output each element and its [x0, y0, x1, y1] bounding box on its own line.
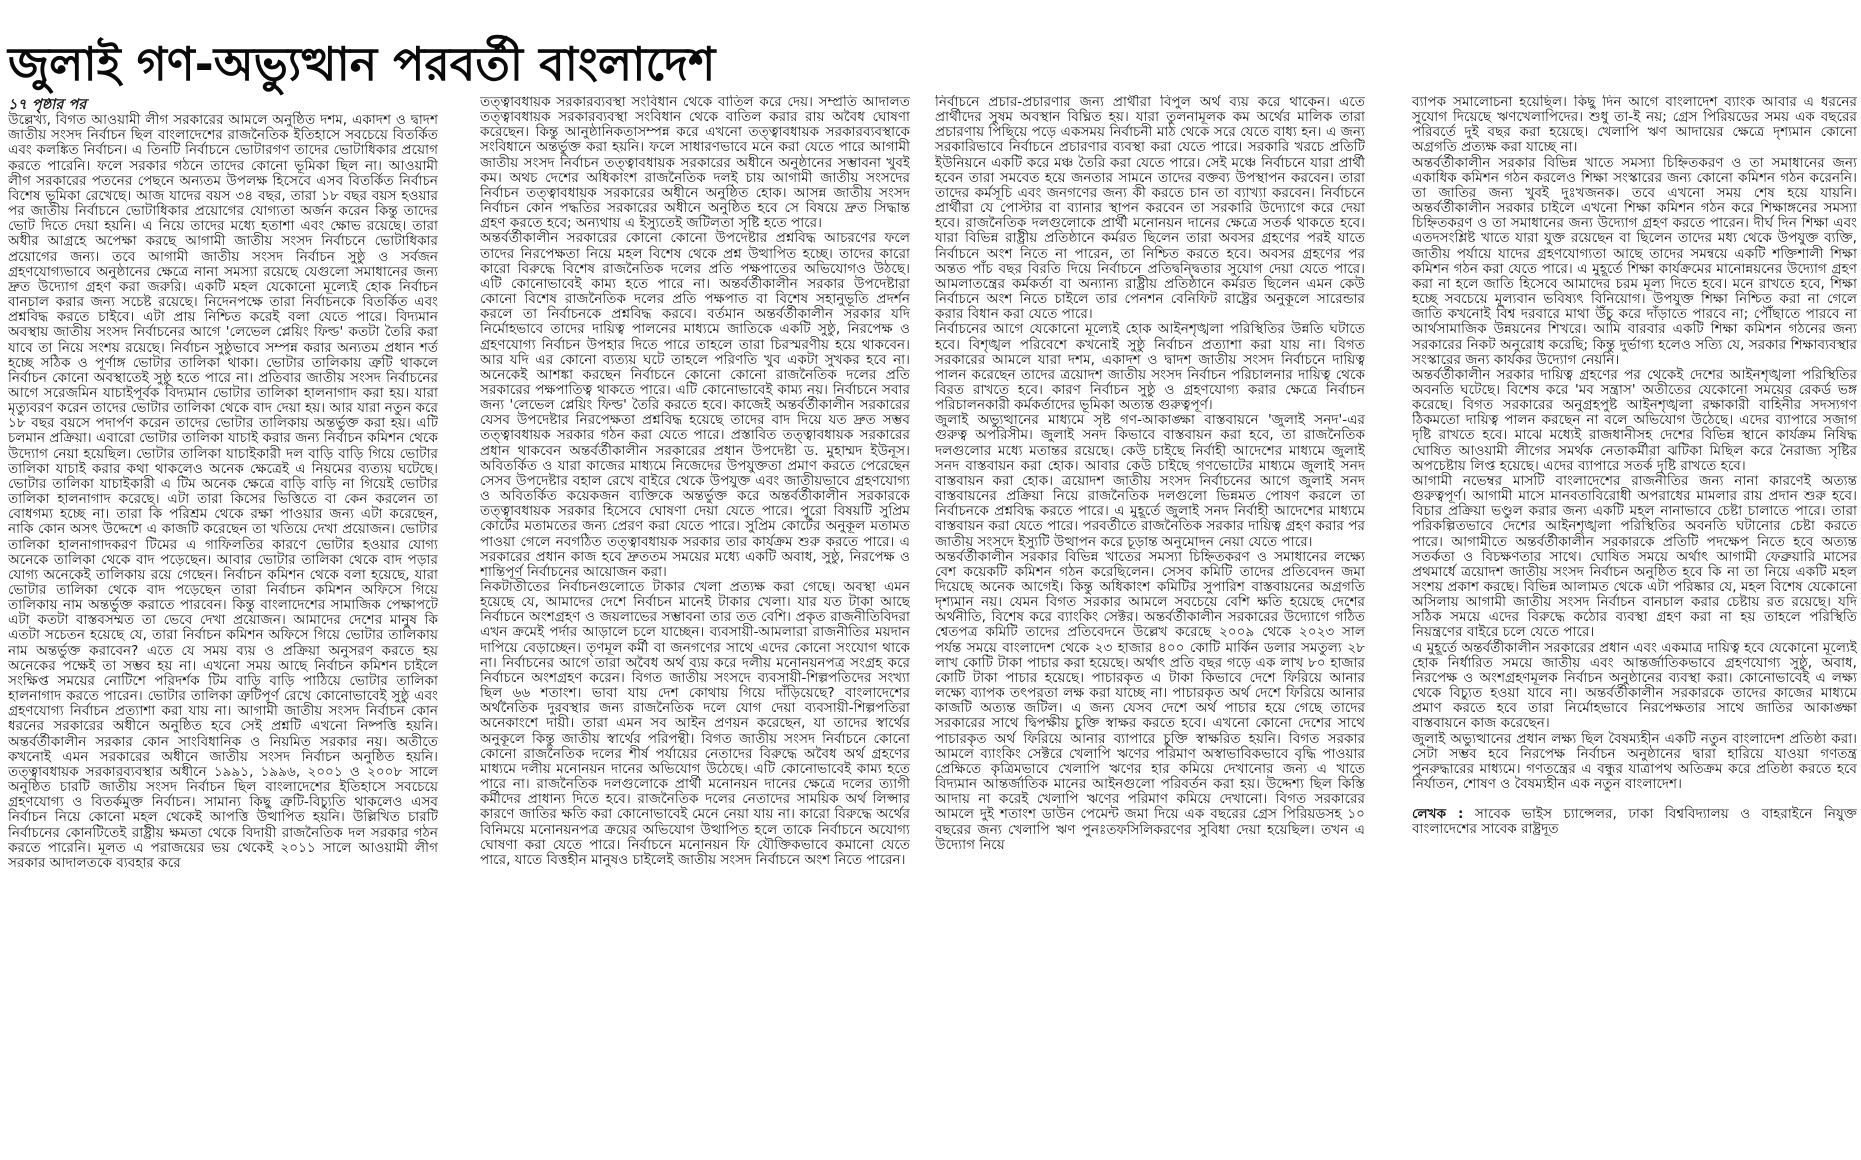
- body-paragraph: আগামী নভেম্বর মাসটি বাংলাদেশের রাজনীতির জন্য নানা কারণেই অত্যন্ত গুরুত্বপূর্ণ। আগামী মাসে মানবতাবিরোধী অপরাধের মামলার রায় প্রদান শুরু হবে। বিচার প্রক্রিয়া ভণ্ডুল করার জন্য একটি মহল নানাভাবে চেষ্টা চালাতে পারে। তারা পরিকল্পিতভাবে দেশের আইনশৃঙ্খলা পরিস্থিতির অবনতি ঘটানোর চেষ্টা করতে পারে। আগামীতে অন্তর্বর্তীকালীন সরকারকে প্রতিটি পদক্ষেপ নিতে হবে অত্যন্ত সতর্কতা ও বিচক্ষণতার সাথে। ঘোষিত সময়ে অর্থাৎ আগামী ফেব্রুয়ারি মাসের প্রথমার্ধে ত্রয়োদশ জাতীয় সংসদ নির্বাচন অনুষ্ঠিত হবে কি না তা নিয়ে একটি মহল সংশয় প্রকাশ করছে। বিভিন্ন আলামত থেকে এটা পরিষ্কার যে, মহল বিশেষ যেকোনো অসিলায় আগামী জাতীয় সংসদ নির্বাচন বানচাল করার চেষ্টায় রত রয়েছে। যদি সঠিক সময়ে এদের বিরুদ্ধে কঠোর ব্যবস্থা গ্রহণ করা না হয় তাহলে পরিস্থিতি নিয়ন্ত্রণের বাইরে চলে যেতে পারে।: [1412, 472, 1857, 641]
- body-paragraph: নিকটাতীতের নির্বাচনগুলোতে টাকার খেলা প্রত্যক্ষ করা গেছে। অবস্থা এমন হয়েছে যে, আমাদের দেশে নির্বাচন মানেই টাকার খেলা। যার যত টাকা আছে নির্বাচনে অংশগ্রহণ ও জয়লাভের সম্ভাবনা তার তত বেশি। প্রকৃত রাজনীতিবিদরা এখন ক্রমেই পর্দার আড়ালে চলে যাচ্ছেন। ব্যবসায়ী-আমলারা রাজনীতির ময়দান দাপিয়ে বেড়াচ্ছেন। তৃণমূল কর্মী বা জনগণের সাথে এদের কোনো সংযোগ থাকে না। নির্বাচনের আগে তারা অবৈধ অর্থ ব্যয় করে দলীয় মনোনয়নপত্র সংগ্রহ করে নির্বাচনে অংশগ্রহণ করেন। বিগত জাতীয় সংসদে ব্যবসায়ী-শিল্পপতিদের সংখ্যা ছিল ৬৬ শতাংশ। ভাবা যায় দেশ কোথায় গিয়ে দাঁড়িয়েছে? বাংলাদেশের অর্থনৈতিক দুরবস্থার জন্য রাজনৈতিক দলে যোগ দেয়া ব্যবসায়ী-শিল্পপতিরা অনেকাংশে দায়ী। তারা এমন সব আইন প্রণয়ন করেছেন, যা তাদের স্বার্থের অনুকূলে কিন্তু জাতীয় স্বার্থের পরিপন্থী। বিগত জাতীয় সংসদ নির্বাচনে কোনো কোনো রাজনৈতিক দলের শীর্ষ পর্যায়ের নেতাদের বিরুদ্ধে অবৈধ অর্থ গ্রহণের মাধ্যমে দলীয় মনোনয়ন দানের অভিযোগ উঠেছে। এটি কোনোভাবেই কাম্য হতে পারে না। রাজনৈতিক দলগুলোকে প্রার্থী মনোনয়ন দানের ক্ষেত্রে দলের ত্যাগী কর্মীদের প্রাধান্য দিতে হবে। রাজনৈতিক দলের নেতাদের সাময়িক অর্থ লিপ্সার কারণে জাতির ক্ষতি করা কোনোভাবেই মেনে নেয়া যায় না। কারো বিরুদ্ধে অর্থের বিনিময়ে মনোনয়নপত্র ক্রয়ের অভিযোগ উত্থাপিত হলে তাকে নির্বাচনে অযোগ্য ঘোষণা করা যেতে পারে। নির্বাচনে মনোনয়ন ফি যৌক্তিকভাবে কমানো যেতে পারে, যাতে বিত্তহীন মানুষও চাইলেই জাতীয় সংসদ নির্বাচনে অংশ নিতে পারেন।: [480, 579, 910, 868]
- article-column-3: [935, 95, 1365, 1155]
- author-label: লেখক :: [1412, 806, 1464, 823]
- column-2-body: [480, 95, 910, 868]
- article-headline: জুলাই গণ-অভ্যুত্থান পরবর্তী বাংলাদেশ: [8, 36, 716, 91]
- article-column-1: [8, 98, 438, 1155]
- body-paragraph: এ মুহূর্তে অন্তর্বর্তীকালীন সরকারের প্রধান এবং একমাত্র দায়িত্ব হবে যেকোনো মূল্যেই হোক নির্ধারিত সময়ে জাতীয় এবং আন্তর্জাতিকভাবে গ্রহণযোগ্য সুষ্ঠু, অবাধ, নিরপেক্ষ ও অংশগ্রহণমূলক নির্বাচন অনুষ্ঠানের ব্যবস্থা করা। কোনোভাবেই এ লক্ষ্য থেকে বিচ্যুত হওয়া যাবে না। অন্তর্বর্তীকালীন সরকারকে তাদের কাজের মাধ্যমে প্রমাণ করতে হবে তারা নির্মোহভাবে নিরপেক্ষতার সাথে জাতির আকাঙ্ক্ষা বাস্তবায়নে কাজ করেছেন।: [1412, 639, 1857, 732]
- continuation-note: ১৭ পৃষ্ঠার পর: [8, 98, 87, 113]
- body-paragraph: অন্তর্বর্তীকালীন সরকারের কোনো কোনো উপদেষ্টার প্রশ্নবিদ্ধ আচরণের ফলে তাদের নিরপেক্ষতা নিয়ে মহল বিশেষ থেকে প্রশ্ন উত্থাপিত হচ্ছে। তাদের কারো কারো বিরুদ্ধে বিশেষ রাজনৈতিক দলের প্রতি পক্ষপাতের অভিযোগও উঠছে। এটি কোনোভাবেই কাম্য হতে পারে না। অন্তর্বর্তীকালীন সরকার উপদেষ্টারা কোনো বিশেষ রাজনৈতিক দলের প্রতি পক্ষপাত বা বিশেষ সহানুভূতি প্রদর্শন করলে তা নির্বাচনকে প্রশ্নবিদ্ধ করবে। বর্তমান অন্তর্বর্তীকালীন সরকার যদি নির্মোহভাবে তাদের দায়িত্ব পালনের মাধ্যমে জাতিকে একটি সুষ্ঠু, নিরপেক্ষ ও গ্রহণযোগ্য নির্বাচন উপহার দিতে পারে তাহলে তারা চিরস্মরণীয় হয়ে থাকবেন। আর যদি এর কোনো ব্যত্যয় ঘটে তাহলে পরিণতি খুব একটা সুখকর হবে না। অনেকেই আশঙ্কা করছেন নির্বাচনে কোনো কোনো রাজনৈতিক দলের প্রতি সরকারের পক্ষপাতিত্ব থাকতে পারে। এটি কোনোভাবেই কাম্য নয়। নির্বাচনে সবার জন্য 'লেভেল প্লেয়িং ফিল্ড' তৈরি করতে হবে। কাজেই অন্তর্বর্তীকালীন সরকারের যেসব উপদেষ্টার নিরপেক্ষতা প্রশ্নবিদ্ধ হয়েছে তাদের বাদ দিয়ে যত দ্রুত সম্ভব তত্ত্বাবধায়ক সরকার গঠন করা যেতে পারে। প্রস্তাবিত তত্ত্বাবধায়ক সরকারের প্রধান থাকবেন অন্তর্বর্তীকালীন সরকারের প্রধান উপদেষ্টা ড. মুহাম্মদ ইউনূস। অবিতর্কিত ও যারা কাজের মাধ্যমে নিজেদের উপযুক্ততা প্রমাণ করতে পেরেছেন সেসব উপদেষ্টার বহাল রেখে বাইরে থেকে উপযুক্ত এবং জাতীয়ভাবে গ্রহণযোগ্য ও অবিতর্কিত কয়েকজন ব্যক্তিকে অন্তর্ভুক্ত করে অন্তর্বর্তীকালীন সরকারকে তত্ত্বাবধায়ক সরকার হিসেবে ঘোষণা দেয়া যেতে পারে। পুরো বিষয়টি সুপ্রিম কোর্টের মতামতের জন্য প্রেরণ করা যেতে পারে। সুপ্রিম কোর্টের অনুকূল মতামত পাওয়া গেলে নবগঠিত তত্ত্বাবধায়ক সরকার তার কার্যক্রম শুরু করতে পারে। এ সরকারের প্রধান কাজ হবে দ্রুততম সময়ের মধ্যে একটি অবাধ, সুষ্ঠু, নিরপেক্ষ ও শান্তিপূর্ণ নির্বাচনের আয়োজন করা।: [480, 230, 910, 580]
- body-paragraph: অন্তর্বর্তীকালীন সরকার দায়িত্ব গ্রহণের পর থেকেই দেশের আইনশৃঙ্খলা পরিস্থিতির অবনতি ঘটেছে। বিশেষ করে 'মব সন্ত্রাস' অতীতের যেকোনো সময়ের রেকর্ড ভঙ্গ করেছে। বিগত সরকারের অনুগ্রহপুষ্ট আইনশৃঙ্খলা রক্ষাকারী বাহিনীর সদস্যগণ ঠিকমতো দায়িত্ব পালন করছেন না বলে অভিযোগ উঠেছে। এদের ব্যাপারে সজাগ দৃষ্টি রাখতে হবে। মাঝে মধ্যেই রাজধানীসহ দেশের বিভিন্ন স্থানে কার্যক্রম নিষিদ্ধ ঘোষিত আওয়ামী লীগের সমর্থক নেতাকর্মীরা ঝটিকা মিছিল করে নৈরাজ্য সৃষ্টির অপচেষ্টায় লিপ্ত হয়েছে। এদের ব্যাপারে সতর্ক দৃষ্টি রাখতে হবে।: [1412, 366, 1857, 474]
- body-paragraph: উল্লেখ্য, বিগত আওয়ামী লীগ সরকারের আমলে অনুষ্ঠিত দশম, একাদশ ও দ্বাদশ জাতীয় সংসদ নির্বাচন ছিল বাংলাদেশের রাজনৈতিক ইতিহাসে সবচেয়ে বিতর্কিত এবং কলঙ্কিত নির্বাচন। এ তিনটি নির্বাচনে ভোটারগণ তাদের ভোটাধিকার প্রয়োগ করতে পারেনি। ফলে সরকার গঠনে তাদের কোনো ভূমিকা ছিল না। আওয়ামী লীগ সরকারের পতনের পেছনে অন্যতম উপলক্ষ হিসেবে এসব বিতর্কিত নির্বাচন বিশেষ ভূমিকা রেখেছে। আজ যাদের বয়স ৩৪ বছর, তারা ১৮ বছর বয়স হওয়ার পর জাতীয় নির্বাচনে ভোটাধিকার প্রয়োগের যোগ্যতা অর্জন করেন কিন্তু তাদের ভোট দিতে দেয়া হয়নি। এ নিয়ে তাদের মধ্যে হতাশা এবং ক্ষোভ রয়েছে। তারা অধীর আগ্রহে অপেক্ষা করছে আগামী জাতীয় সংসদ নির্বাচনে ভোটাধিকার প্রয়োগের জন্য। তবে আগামী জাতীয় সংসদ নির্বাচন সুষ্ঠু ও সর্বজন গ্রহণযোগ্যভাবে অনুষ্ঠানের ক্ষেত্রে নানা সমস্যা রয়েছে যেগুলো সমাধানের জন্য দ্রুত উদ্যোগ গ্রহণ করা জরুরি। একটি মহল যেকোনো মূল্যেই হোক নির্বাচন বানচাল করার জন্য সচেষ্ট রয়েছে। নিদেনপক্ষে তারা নির্বাচনকে বিতর্কিত এবং প্রশ্নবিদ্ধ করতে চাইবে। এটা প্রায় নিশ্চিত করেই বলা যেতে পারে। বিদ্যমান অবস্থায় জাতীয় সংসদ নির্বাচনের আগে 'লেভেল প্লেয়িং ফিল্ড' কতটা তৈরি করা যাবে তা নিয়ে সংশয় রয়েছে। নির্বাচন সুষ্ঠুভাবে সম্পন্ন করার অন্যতম প্রধান শর্ত হচ্ছে সঠিক ও পূর্ণাঙ্গ ভোটার তালিকা থাকা। ভোটার তালিকায় ত্রুটি থাকলে নির্বাচন কোনো অবস্থাতেই সুষ্ঠু হতে পারে না। প্রতিবার জাতীয় সংসদ নির্বাচনের আগে সরেজমিন যাচাইপূর্বক বিদ্যমান ভোটার তালিকা হালনাগাদ করা হয়। যারা মৃত্যুবরণ করেন তাদের ভোটার তালিকা থেকে বাদ দেয়া হয়। আর যারা নতুন করে ১৮ বছর বয়সে পদার্পণ করেন তাদের ভোটার তালিকায় অন্তর্ভুক্ত করা হয়। এটি চলমান প্রক্রিয়া। এবারো ভোটার তালিকা যাচাই করার জন্য নির্বাচন কমিশন থেকে উদ্যোগ নেয়া হয়েছিল। ভোটার তালিকা যাচাইকারী দল বাড়ি বাড়ি গিয়ে ভোটার তালিকা যাচাই করার কথা থাকলেও অনেক ক্ষেত্রেই এ নিয়মের ব্যত্যয় ঘটেছে। ভোটার তালিকা যাচাইকারী এ টিম অনেক ক্ষেত্রে বাড়ি বাড়ি না গিয়েই ভোটার তালিকা হালনাগাদ করেছে। এটা তারা কিসের ভিত্তিতে বা কেন করলেন তা বোধগম্য হচ্ছে না। তারা কি পরিশ্রম থেকে রক্ষা পাওয়ার জন্য এটা করেছেন, নাকি কোন অসৎ উদ্দেশে এ কাজটি করেছেন তা খতিয়ে দেখা প্রয়োজন। ভোটার তালিকা হালনাগাদকরণ টিমের এ গাফিলতির কারণে ভোটার হওয়ার যোগ্য অনেকে তালিকা থেকে বাদ পড়েছেন। আবার ভোটার তালিকা থেকে বাদ পড়ার যোগ্য অনেকেই তালিকায় রয়ে গেছেন। নির্বাচন কমিশন থেকে বলা হয়েছে, যারা ভোটার তালিকা থেকে বাদ পড়েছেন তারা নির্বাচন কমিশন অফিসে গিয়ে তালিকায় নাম অন্তর্ভুক্ত করাতে পারবেন। কিন্তু বাংলাদেশের সামাজিক পেক্ষাপটে এটা কতটা বাস্তবসম্মত তা ভেবে দেখা প্রয়োজন। আমাদের দেশের মানুষ কি এতটা সচেতন হয়েছে যে, তারা নির্বাচন কমিশন অফিসে গিয়ে ভোটার তালিকায় নাম অন্তর্ভুক্ত করাবেন? এতে যে সময় ব্যয় ও প্রক্রিয়া অনুসরণ করতে হয় অনেকের পক্ষেই তা সম্ভব হয় না। এখনো সময় আছে নির্বাচন কমিশন চাইলে সংক্ষিপ্ত সময়ের নোটিশে পরিদর্শক টিম বাড়ি বাড়ি পাঠিয়ে ভোটার তালিকা হালনাগাদ করতে পারেন। ভোটার তালিকা ত্রুটিপূর্ণ রেখে কোনোভাবেই সুষ্ঠু এবং গ্রহণযোগ্য নির্বাচন প্রত্যাশা করা যায় না। আগামী জাতীয় সংসদ নির্বাচন কোন ধরনের সরকারের অধীনে অনুষ্ঠিত হবে সেই প্রশ্নটি এখনো নিষ্পত্তি হয়নি। অন্তর্বর্তীকালীন সরকার কোন সাংবিধানিক ও নিয়মিত সরকার নয়। অতীতে কখনোই এমন সরকারের অধীনে জাতীয় সংসদ নির্বাচন অনুষ্ঠিত হয়নি। তত্ত্বাবধায়ক সরকারব্যবস্থার অধীনে ১৯৯১, ১৯৯৬, ২০০১ ও ২০০৮ সালে অনুষ্ঠিত চারটি জাতীয় সংসদ নির্বাচন ছিল বাংলাদেশের ইতিহাসে সবচেয়ে গ্রহণযোগ্য ও বিতর্কমুক্ত নির্বাচন। সামান্য কিছু ত্রুটি-বিচ্যুতি থাকলেও এসব নির্বাচন নিয়ে কোনো মহল থেকেই আপত্তি উত্থাপিত হয়নি। উল্লিখিত চারটি নির্বাচনের কোনটিতেই রাষ্ট্রীয় ক্ষমতা থেকে বিদায়ী রাজনৈতিক দল সরকার গঠন করতে পারেনি। মূলত এ পরাজয়ের ভয় থেকেই ২০১১ সালে আওয়ামী লীগ সরকার আদালতকে ব্যবহার করে: [8, 112, 438, 871]
- column-4-body: [1412, 95, 1857, 792]
- author-text: সাবেক ভাইস চ্যান্সেলর, ঢাকা বিশ্ববিদ্যালয় ও বাহরাইনে নিযুক্ত বাংলাদেশের সাবেক রাষ্ট্রদূত: [1412, 806, 1857, 838]
- article-column-2: [480, 95, 910, 1155]
- article-column-4: [1412, 95, 1857, 1155]
- body-paragraph: জুলাই অভ্যুত্থানের প্রধান লক্ষ্য ছিল বৈষম্যহীন একটি নতুন বাংলাদেশ প্রতিষ্ঠা করা। সেটা সম্ভব হবে নিরপেক্ষ নির্বাচন অনুষ্ঠানের দ্বারা হারিয়ে যাওয়া গণতন্ত্র পুনরুদ্ধারের মাধ্যমে। গণতন্ত্রের এ বন্ধুর যাত্রাপথ অতিক্রম করে প্রতিষ্ঠা করতে হবে নির্যাতন, শোষণ ও বৈষম্যহীন এক নতুন বাংলাদেশ।: [1412, 730, 1857, 793]
- body-paragraph: অন্তর্বর্তীকালীন সরকার বিভিন্ন খাতে সমস্যা চিহ্নিতকরণ ও তা সমাধানের জন্য একাধিক কমিশন গঠন করলেও শিক্ষা সংস্কারের জন্য কোনো কমিশন গঠন করেননি। তা জাতির জন্য খুবই দুঃখজনক। তবে এখনো সময় শেষ হয়ে যায়নি। অন্তর্বর্তীকালীন সরকার চাইলে এখনো শিক্ষা কমিশন গঠন করে শিক্ষাঙ্গনের সমস্যা চিহ্নিতকরণ ও তা সমাধানের জন্য উদ্যোগ গ্রহণ করতে পারেন। দীর্ঘ দিন শিক্ষা এবং এতদসংশ্লিষ্ট খাতে যারা যুক্ত রয়েছেন বা ছিলেন তাদের মধ্য থেকে উপযুক্ত ব্যক্তি, জাতীয় পর্যায়ে যাদের গ্রহণযোগ্যতা আছে তাদের সমন্বয়ে একটি শক্তিশালী শিক্ষা কমিশন গঠন করা যেতে পারে। এ মুহূর্তে শিক্ষা কার্যক্রমের মানোন্নয়নের উদ্যোগ গ্রহণ করা না হলে জাতি হিসেবে আমাদের চরম মূল্য দিতে হবে। মনে রাখতে হবে, শিক্ষা হচ্ছে সবচেয়ে মূল্যবান ভবিষ্যৎ বিনিয়োগ। উপযুক্ত শিক্ষা নিশ্চিত করা না গেলে জাতি কখনোই বিশ্ব দরবারে মাথা উঁচু করে দাঁড়াতে পারবে না; পৌঁছাতে পারবে না আর্থসামাজিক উন্নয়নের শিখরে। আমি বারবার একটি শিক্ষা কমিশন গঠনের জন্য সরকারের নিকট অনুরোধ করেছি; কিন্তু দুর্ভাগ্য হলেও সত্যি যে, সরকার শিক্ষাব্যবস্থার সংস্কারের জন্য কার্যকর উদ্যোগ নেয়নি।: [1412, 154, 1857, 368]
- column-1-body: [8, 113, 438, 871]
- body-paragraph: জুলাই অভ্যুত্থানের মাধ্যমে সৃষ্ট গণ-আকাঙ্ক্ষা বাস্তবায়নে 'জুলাই সনদ'-এর গুরুত্ব অপরিসীম। জুলাই সনদ কিভাবে বাস্তবায়ন করা হবে, তা রাজনৈতিক দলগুলোর মধ্যে মতান্তর রয়েছে। কেউ চাইছে নির্বাহী আদেশের মাধ্যমে জুলাই সনদ বাস্তবায়ন করা হোক। আবার কেউ চাইছে গণভোটের মাধ্যমে জুলাই সনদ বাস্তবায়ন করা হোক। ত্রয়োদশ জাতীয় সংসদ নির্বাচনের আগে জুলাই সনদ বাস্তবায়নের প্রক্রিয়া নিয়ে রাজনৈতিক দলগুলো ভিন্নমত পোষণ করলে তা নির্বাচনকে প্রশ্নবিদ্ধ করতে পারে। এ মুহূর্তে জুলাই সনদ নির্বাহী আদেশের মাধ্যমে বাস্তবায়ন করা যেতে পারে। পরবর্তীতে রাজনৈতিক সরকার দায়িত্ব গ্রহণ করার পর জাতীয় সংসদে ইস্যুটি উত্থাপন করে চূড়ান্ত অনুমোদন নেয়া যেতে পারে।: [935, 412, 1365, 550]
- body-paragraph: ব্যাপক সমালোচনা হয়েছিল। কিছু দিন আগে বাংলাদেশ ব্যাংক আবার এ ধরনের সুযোগ দিয়েছে ঋণখেলাপিদের। শুধু তা-ই নয়; গ্রেস পিরিয়ডের সময় এক বছরের পরিবর্তে দুই বছর করা হয়েছে। খেলাপি ঋণ আদায়ের ক্ষেত্রে দৃশ্যমান কোনো অগ্রগতি প্রত্যক্ষ করা যাচ্ছে না।: [1412, 95, 1857, 156]
- body-paragraph: নির্বাচনে প্রচার-প্রচারণার জন্য প্রার্থীরা বিপুল অর্থ ব্যয় করে থাকেন। এতে প্রার্থীদের সুষম অবস্থান বিঘ্নিত হয়। যারা তুলনামূলক কম অর্থের মালিক তারা প্রচারণায় পিছিয়ে পড়ে একসময় নির্বাচনী মাঠ থেকে সরে যেতে বাধ্য হন। এ জন্য সরকারিভাবে নির্বাচনে প্রচারণার ব্যবস্থা করা যেতে পারে। সরকারি খরচে প্রতিটি ইউনিয়নে একটি করে মঞ্চ তৈরি করা যেতে পারে। সেই মঞ্চে নির্বাচনে যারা প্রার্থী হবেন তারা সমবেত হয়ে জনতার সামনে তাদের বক্তব্য উপস্থাপন করবেন। তারা তাদের কর্মসূচি এবং জনগণের জন্য কী করতে চান তা ব্যাখ্যা করবেন। নির্বাচনে প্রার্থীরা যে পোস্টার বা ব্যানার স্থাপন করবেন তা সরকারি উদ্যোগে করে দেয়া হবে। রাজনৈতিক দলগুলোকে প্রার্থী মনোনয়ন দানের ক্ষেত্রে সতর্ক থাকতে হবে। যারা বিভিন্ন রাষ্ট্রীয় প্রতিষ্ঠানে কর্মরত ছিলেন তারা অবসর গ্রহণের পরই যাতে নির্বাচনে অংশ নিতে না পারেন, তা নিশ্চিত করতে হবে। অবসর গ্রহণের পর অন্তত পাঁচ বছর বিরতি দিয়ে নির্বাচনে প্রতিদ্বন্দ্বিতার সুযোগ দেয়া যেতে পারে। আমলাতন্ত্রের কর্মকর্তা বা অন্যান্য রাষ্ট্রীয় প্রতিষ্ঠানে কর্মরত ছিলেন এমন কেউ নির্বাচনে অংশ নিতে চাইলে তার পেনশন বেনিফিট রাষ্ট্রের অনুকূলে সারেন্ডার করার বিধান করা যেতে পারে।: [935, 95, 1365, 323]
- body-paragraph: অন্তর্বর্তীকালীন সরকার বিভিন্ন খাতের সমস্যা চিহ্নিতকরণ ও সমাধানের লক্ষ্যে বেশ কয়েকটি কমিশন গঠন করেছিলেন। সেসব কমিটি তাদের প্রতিবেদন জমা দিয়েছে অনেক আগেই। কিন্তু অধিকাংশ কমিটির সুপারিশ বাস্তবায়নের অগ্রগতি দৃশ্যমান নয়। যেমন বিগত সরকার আমলে সবচেয়ে বেশি ক্ষতি হয়েছে দেশের অর্থনীতি, বিশেষ করে ব্যাংকিং সেক্টর। অন্তর্বর্তীকালীন সরকারের উদ্যোগে গঠিত শ্বেতপত্র কমিটি তাদের প্রতিবেদনে উল্লেখ করেছে ২০০৯ থেকে ২০২৩ সাল পর্যন্ত সময়ে বাংলাদেশ থেকে ২৩ হাজার ৪০০ কোটি মার্কিন ডলার সমতুল্য ২৮ লাখ কোটি টাকা পাচার করা হয়েছে। অর্থাৎ প্রতি বছর গড়ে এক লাখ ৮০ হাজার কোটি টাকা পাচার হয়েছে। পাচারকৃত এ টাকা কিভাবে দেশে ফিরিয়ে আনার লক্ষ্যে ব্যাপক তৎপরতা লক্ষ করা যাচ্ছে না। পাচারকৃত অর্থ দেশে ফিরিয়ে আনার কাজটি অত্যন্ত জটিল। এ জন্য যেসব দেশে অর্থ পাচার হয়ে গেছে তাদের সরকারের সাথে দ্বিপক্ষীয় চুক্তি স্বাক্ষর করতে হবে। এখনো কোনো দেশের সাথে পাচারকৃত অর্থ ফিরিয়ে আনার ব্যাপারে চুক্তি স্বাক্ষরিত হয়নি। বিগত সরকার আমলে ব্যাংকিং সেক্টরে খেলাপি ঋণের পরিমাণ অস্বাভাবিকভাবে বৃদ্ধি পাওয়ার প্রেক্ষিতে কৃত্রিমভাবে খেলাপি ঋণের হার কমিয়ে দেখানোর জন্য এ খাতে বিদ্যমান আন্তর্জাতিক মানের আইনগুলো পরিবর্তন করা হয়। উদ্দেশ্য ছিল কিস্তি আদায় না করেই খেলাপি ঋণের পরিমাণ কমিয়ে দেখানো। বিগত সরকারের আমলে দুই শতাংশ ডাউন পেমেন্ট জমা দিয়ে এক বছরের গ্রেস পিরিয়ডসহ ১০ বছরের জন্য খেলাপি ঋণ পুনঃতফসিলিকরণের সুবিধা দেয়া হয়েছিল। তখন এ উদ্যোগ নিয়ে: [935, 548, 1365, 853]
- body-paragraph: নির্বাচনের আগে যেকোনো মূল্যেই হোক আইনশৃঙ্খলা পরিস্থিতির উন্নতি ঘটাতে হবে। বিশৃঙ্খল পরিবেশে কখনোই সুষ্ঠু নির্বাচন প্রত্যাশা করা যায় না। বিগত সরকারের আমলে যারা দশম, একাদশ ও দ্বাদশ জাতীয় সংসদ নির্বাচনে দায়িত্ব পালন করেছেন তাদের ত্রয়োদশ জাতীয় সংসদ নির্বাচন পরিচালনার দায়িত্ব থেকে বিরত রাখতে হবে। কারণ নির্বাচন সুষ্ঠু ও গ্রহণযোগ্য করার ক্ষেত্রে নির্বাচন পরিচালনকারী কর্মকর্তাদের ভূমিকা অত্যন্ত গুরুত্বপূর্ণ।: [935, 321, 1365, 414]
- column-3-body: [935, 95, 1365, 853]
- author-credit: [1412, 807, 1857, 837]
- body-paragraph: তত্ত্বাবধায়ক সরকারব্যবস্থা সংবিধান থেকে বাতিল করে দেয়। সম্প্রতি আদালত তত্ত্বাবধায়ক সরকারব্যবস্থা সংবিধান থেকে বাতিল করার রায় অবৈধ ঘোষণা করেছেন। কিন্তু আনুষ্ঠানিকতাসম্পন্ন করে এখনো তত্ত্বাবধায়ক সরকারব্যবস্থাকে সংবিধানে অন্তর্ভুক্ত করা হয়নি। ফলে সাধারণভাবে মনে করা যেতে পারে আগামী জাতীয় সংসদ নির্বাচন তত্ত্বাবধায়ক সরকারের অধীনে অনুষ্ঠানের সম্ভাবনা খুবই কম। অথচ দেশের অধিকাংশ রাজনৈতিক দলই চায় আগামী জাতীয় সংসদের নির্বাচন তত্ত্বাবধায়ক সরকারের অধীনে অনুষ্ঠিত হোক। আসন্ন জাতীয় সংসদ নির্বাচন কোন পদ্ধতির সরকারের অধীনে অনুষ্ঠিত হবে সে বিষয়ে দ্রুত সিদ্ধান্ত গ্রহণ করতে হবে; অন্যথায় এ ইস্যুতেই জটিলতা সৃষ্টি হতে পারে।: [480, 95, 910, 232]
